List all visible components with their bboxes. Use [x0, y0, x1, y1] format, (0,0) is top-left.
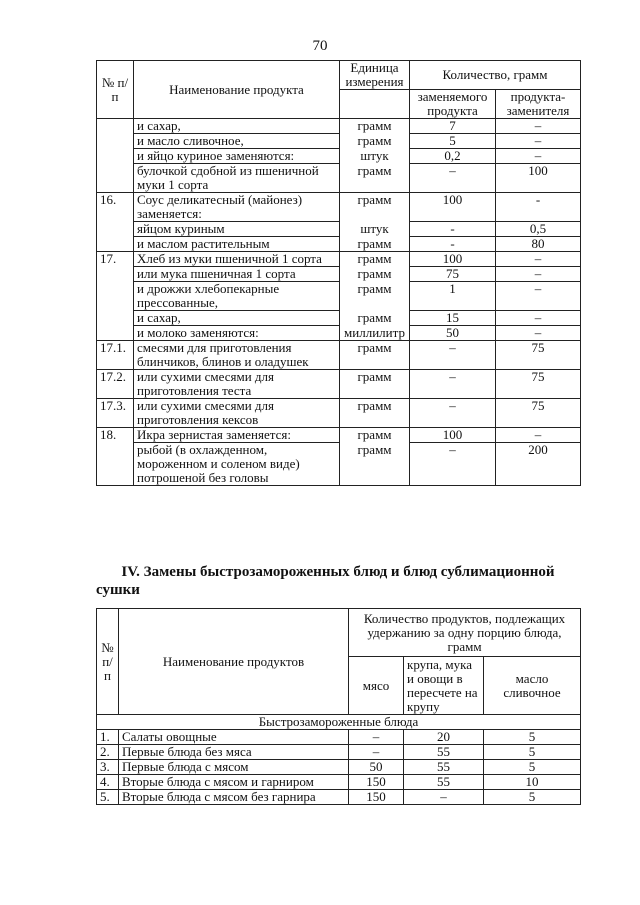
t2-header-num: № п/п — [97, 609, 119, 715]
table-row — [97, 443, 581, 486]
section-title — [96, 563, 580, 599]
row-meat: – — [349, 730, 404, 745]
row-dish-name: Первые блюда без мяса — [119, 745, 349, 760]
row-product-name: Икра зернистая заменяется: — [134, 428, 340, 443]
row-grain: – — [404, 790, 484, 805]
row-replacement-qty: – — [496, 311, 581, 326]
row-num — [97, 326, 134, 341]
row-replaced-qty: 7 — [410, 119, 496, 134]
row-replacement-qty: 75 — [496, 399, 581, 428]
row-num — [97, 282, 134, 311]
row-unit: грамм — [340, 134, 410, 149]
row-replaced-qty: – — [410, 443, 496, 486]
row-num: 17.1. — [97, 341, 134, 370]
row-butter: 5 — [484, 745, 581, 760]
row-num: 18. — [97, 428, 134, 443]
row-num: 4. — [97, 775, 119, 790]
row-product-name: яйцом куриным — [134, 222, 340, 237]
row-unit: грамм — [340, 282, 410, 311]
row-replaced-qty: – — [410, 370, 496, 399]
table-row — [97, 134, 581, 149]
row-replaced-qty: 100 — [410, 193, 496, 222]
page-number: 70 — [312, 38, 328, 54]
row-replaced-qty: 50 — [410, 326, 496, 341]
row-replaced-qty: 100 — [410, 428, 496, 443]
row-unit: грамм — [340, 399, 410, 428]
row-unit: грамм — [340, 237, 410, 252]
row-replacement-qty: – — [496, 119, 581, 134]
row-num — [97, 311, 134, 326]
row-product-name: и сахар, — [134, 311, 340, 326]
table-row — [97, 760, 581, 775]
row-replacement-qty: – — [496, 252, 581, 267]
row-num: 1. — [97, 730, 119, 745]
table-row — [97, 341, 581, 370]
row-product-name: и масло сливочное, — [134, 134, 340, 149]
row-butter: 10 — [484, 775, 581, 790]
table-row — [97, 282, 581, 311]
t2-header-name: Наименование продуктов — [119, 609, 349, 715]
row-replaced-qty: 5 — [410, 134, 496, 149]
row-replacement-qty: – — [496, 267, 581, 282]
row-unit: грамм — [340, 193, 410, 222]
table-row — [97, 399, 581, 428]
frozen-dishes-table — [96, 608, 581, 805]
row-grain: 55 — [404, 775, 484, 790]
row-product-name: и яйцо куриное заменяются: — [134, 149, 340, 164]
row-replacement-qty: 200 — [496, 443, 581, 486]
row-unit: грамм — [340, 267, 410, 282]
row-unit: грамм — [340, 443, 410, 486]
row-replacement-qty: – — [496, 282, 581, 311]
table-row — [97, 164, 581, 193]
row-replacement-qty: – — [496, 149, 581, 164]
row-butter: 5 — [484, 730, 581, 745]
row-product-name: и маслом растительным — [134, 237, 340, 252]
table-row — [97, 119, 581, 134]
row-num: 17.2. — [97, 370, 134, 399]
row-product-name: булочкой сдобной из пшеничной муки 1 сорта — [134, 164, 340, 193]
table-row — [97, 267, 581, 282]
row-product-name: и дрожжи хлебопекарные прессованные, — [134, 282, 340, 311]
row-replaced-qty: 15 — [410, 311, 496, 326]
table-row — [97, 222, 581, 237]
row-num — [97, 119, 134, 134]
row-product-name: Хлеб из муки пшеничной 1 сорта — [134, 252, 340, 267]
row-replaced-qty: – — [410, 164, 496, 193]
row-product-name: и сахар, — [134, 119, 340, 134]
row-unit: грамм — [340, 252, 410, 267]
row-num: 3. — [97, 760, 119, 775]
table-row — [97, 370, 581, 399]
row-replacement-qty: 0,5 — [496, 222, 581, 237]
row-num: 17.3. — [97, 399, 134, 428]
row-unit: грамм — [340, 341, 410, 370]
row-dish-name: Первые блюда с мясом — [119, 760, 349, 775]
row-grain: 55 — [404, 745, 484, 760]
t2-header-quantity: Количество продуктов, подлежащих удержанию за одну порцию блюда, грамм — [349, 609, 581, 657]
table-row — [97, 311, 581, 326]
row-replaced-qty: - — [410, 222, 496, 237]
row-num: 2. — [97, 745, 119, 760]
row-unit: грамм — [340, 370, 410, 399]
row-unit: штук — [340, 149, 410, 164]
header-replacement: продукта-заменителя — [496, 90, 581, 119]
row-grain: 55 — [404, 760, 484, 775]
row-replaced-qty: 1 — [410, 282, 496, 311]
section-title-line2: сушки — [96, 582, 140, 598]
row-unit: грамм — [340, 164, 410, 193]
row-replaced-qty: – — [410, 399, 496, 428]
row-num — [97, 443, 134, 486]
row-num — [97, 237, 134, 252]
table-row — [97, 149, 581, 164]
row-meat: – — [349, 745, 404, 760]
header-unit: Единица измерения — [340, 61, 410, 90]
table-row — [97, 745, 581, 760]
section-title-line1: IV. Замены быстрозамороженных блюд и блюд сублимационной — [121, 564, 555, 580]
row-dish-name: Вторые блюда с мясом и гарниром — [119, 775, 349, 790]
row-unit: миллилитр — [340, 326, 410, 341]
table-row — [97, 790, 581, 805]
row-replacement-qty: – — [496, 428, 581, 443]
table-row — [97, 730, 581, 745]
table-row — [97, 775, 581, 790]
row-num — [97, 134, 134, 149]
t2-header-butter: масло сливочное — [484, 657, 581, 715]
row-meat: 150 — [349, 790, 404, 805]
row-butter: 5 — [484, 760, 581, 775]
header-num: № п/п — [97, 61, 134, 119]
row-product-name: Соус деликатесный (майонез) заменяется: — [134, 193, 340, 222]
row-num — [97, 164, 134, 193]
row-num: 17. — [97, 252, 134, 267]
table-row — [97, 326, 581, 341]
row-num: 5. — [97, 790, 119, 805]
row-product-name: или сухими смесями для приготовления кексов — [134, 399, 340, 428]
row-product-name: смесями для приготовления блинчиков, блинов и оладушек — [134, 341, 340, 370]
row-replaced-qty: 0,2 — [410, 149, 496, 164]
row-replacement-qty: 80 — [496, 237, 581, 252]
header-replaced: заменяемого продукта — [410, 90, 496, 119]
t2-header-grain: крупа, мука и овощи в пересчете на крупу — [404, 657, 484, 715]
row-product-name: или мука пшеничная 1 сорта — [134, 267, 340, 282]
row-replaced-qty: 75 — [410, 267, 496, 282]
row-meat: 50 — [349, 760, 404, 775]
row-replacement-qty: - — [496, 193, 581, 222]
header-product-name: Наименование продукта — [134, 61, 340, 119]
row-replacement-qty: 75 — [496, 341, 581, 370]
row-unit: грамм — [340, 311, 410, 326]
t2-group-label: Быстрозамороженные блюда — [97, 715, 581, 730]
row-replaced-qty: - — [410, 237, 496, 252]
row-unit: штук — [340, 222, 410, 237]
table-row — [97, 428, 581, 443]
row-replacement-qty: – — [496, 134, 581, 149]
row-unit: грамм — [340, 119, 410, 134]
row-replaced-qty: – — [410, 341, 496, 370]
row-replacement-qty: 100 — [496, 164, 581, 193]
row-num — [97, 149, 134, 164]
table-row — [97, 252, 581, 267]
header-quantity: Количество, грамм — [410, 61, 581, 90]
substitution-table — [96, 60, 581, 486]
row-product-name: и молоко заменяются: — [134, 326, 340, 341]
row-num — [97, 222, 134, 237]
row-butter: 5 — [484, 790, 581, 805]
row-grain: 20 — [404, 730, 484, 745]
row-num — [97, 267, 134, 282]
row-product-name: или сухими смесями для приготовления теста — [134, 370, 340, 399]
table-row — [97, 237, 581, 252]
t2-header-meat: мясо — [349, 657, 404, 715]
row-num: 16. — [97, 193, 134, 222]
row-replaced-qty: 100 — [410, 252, 496, 267]
row-product-name: рыбой (в охлажденном, мороженном и соленом виде) потрошеной без головы — [134, 443, 340, 486]
row-meat: 150 — [349, 775, 404, 790]
row-dish-name: Вторые блюда с мясом без гарнира — [119, 790, 349, 805]
row-replacement-qty: – — [496, 326, 581, 341]
row-unit: грамм — [340, 428, 410, 443]
row-replacement-qty: 75 — [496, 370, 581, 399]
table-row — [97, 193, 581, 222]
row-dish-name: Салаты овощные — [119, 730, 349, 745]
